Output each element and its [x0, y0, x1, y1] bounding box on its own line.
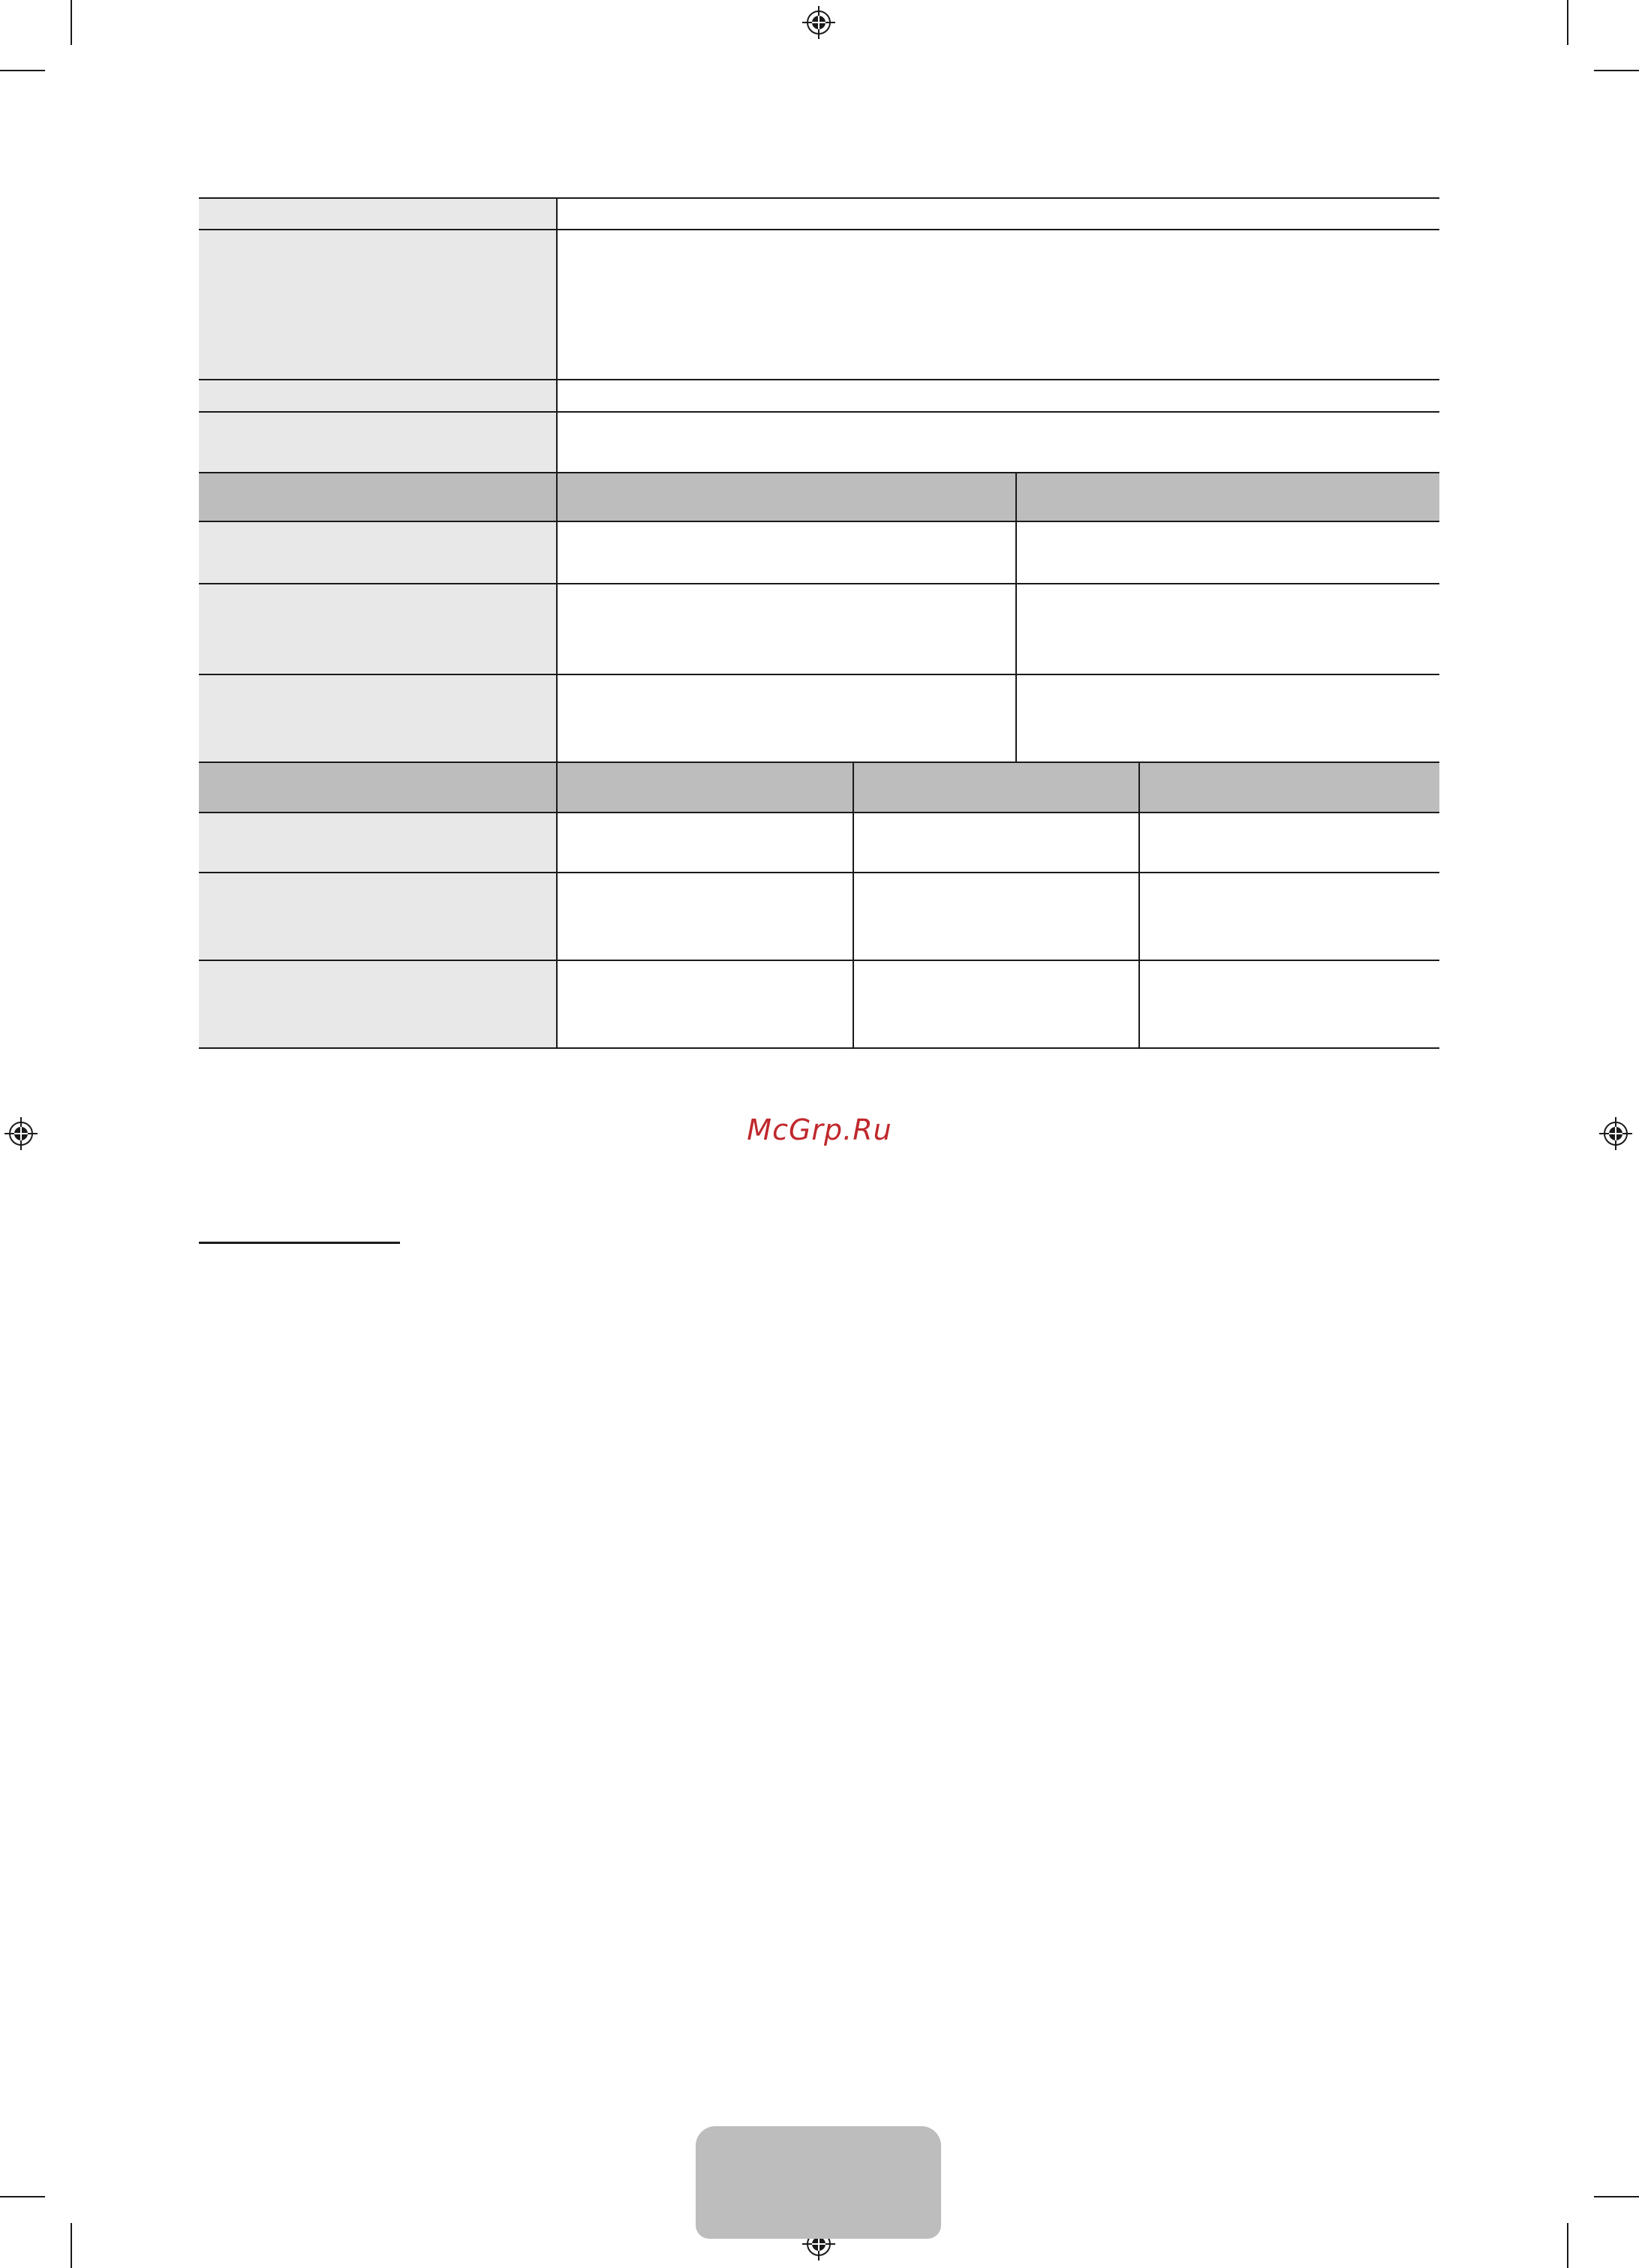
header-label-cell	[199, 473, 557, 521]
crop-mark-icon	[71, 0, 72, 45]
row-label-cell	[199, 813, 557, 873]
row-value-cell	[557, 960, 853, 1048]
crop-mark-icon	[1567, 2223, 1568, 2268]
crop-mark-icon	[0, 70, 45, 71]
row-value-cell	[853, 813, 1139, 873]
row-value-cell	[557, 584, 1016, 674]
table-row	[199, 674, 1439, 762]
header-cell	[557, 762, 853, 813]
row-value-cell	[1139, 813, 1439, 873]
row-value-cell	[1016, 674, 1439, 762]
row-label-cell	[199, 873, 557, 960]
header-cell	[853, 762, 1139, 813]
watermark-text: McGrp.Ru	[747, 1113, 892, 1146]
header-cell	[1139, 762, 1439, 813]
header-label-cell	[199, 762, 557, 813]
table-row	[199, 873, 1439, 960]
row-value-cell	[1016, 584, 1439, 674]
row-value-cell	[557, 412, 1439, 473]
row-value-cell	[853, 873, 1139, 960]
header-cell	[1016, 473, 1439, 521]
row-label-cell	[199, 198, 557, 230]
row-value-cell	[557, 813, 853, 873]
table-row	[199, 412, 1439, 473]
row-label-cell	[199, 521, 557, 584]
spec-table	[199, 197, 1439, 1049]
row-label-cell	[199, 960, 557, 1048]
table-header-row	[199, 762, 1439, 813]
table-row	[199, 960, 1439, 1048]
row-value-cell	[557, 230, 1439, 380]
row-label-cell	[199, 230, 557, 380]
crop-mark-icon	[0, 2196, 45, 2197]
header-cell	[557, 473, 1016, 521]
row-value-cell	[1139, 960, 1439, 1048]
row-label-cell	[199, 380, 557, 412]
row-value-cell	[853, 960, 1139, 1048]
table-row	[199, 380, 1439, 412]
crop-mark-icon	[1567, 0, 1568, 45]
row-value-cell	[557, 521, 1016, 584]
page-number-tab	[696, 2126, 941, 2239]
crop-mark-icon	[1594, 2196, 1639, 2197]
row-value-cell	[1016, 521, 1439, 584]
table-row	[199, 584, 1439, 674]
row-value-cell	[557, 380, 1439, 412]
row-label-cell	[199, 584, 557, 674]
crop-mark-icon	[71, 2223, 72, 2268]
table-row	[199, 198, 1439, 230]
section-underline	[199, 1242, 400, 1244]
row-value-cell	[1139, 873, 1439, 960]
table-row	[199, 521, 1439, 584]
row-label-cell	[199, 674, 557, 762]
table-row	[199, 230, 1439, 380]
row-value-cell	[557, 674, 1016, 762]
registration-mark-icon	[802, 6, 835, 39]
row-label-cell	[199, 412, 557, 473]
crop-mark-icon	[1594, 70, 1639, 71]
row-value-cell	[557, 873, 853, 960]
table-header-row	[199, 473, 1439, 521]
table-row	[199, 813, 1439, 873]
row-value-cell	[557, 198, 1439, 230]
